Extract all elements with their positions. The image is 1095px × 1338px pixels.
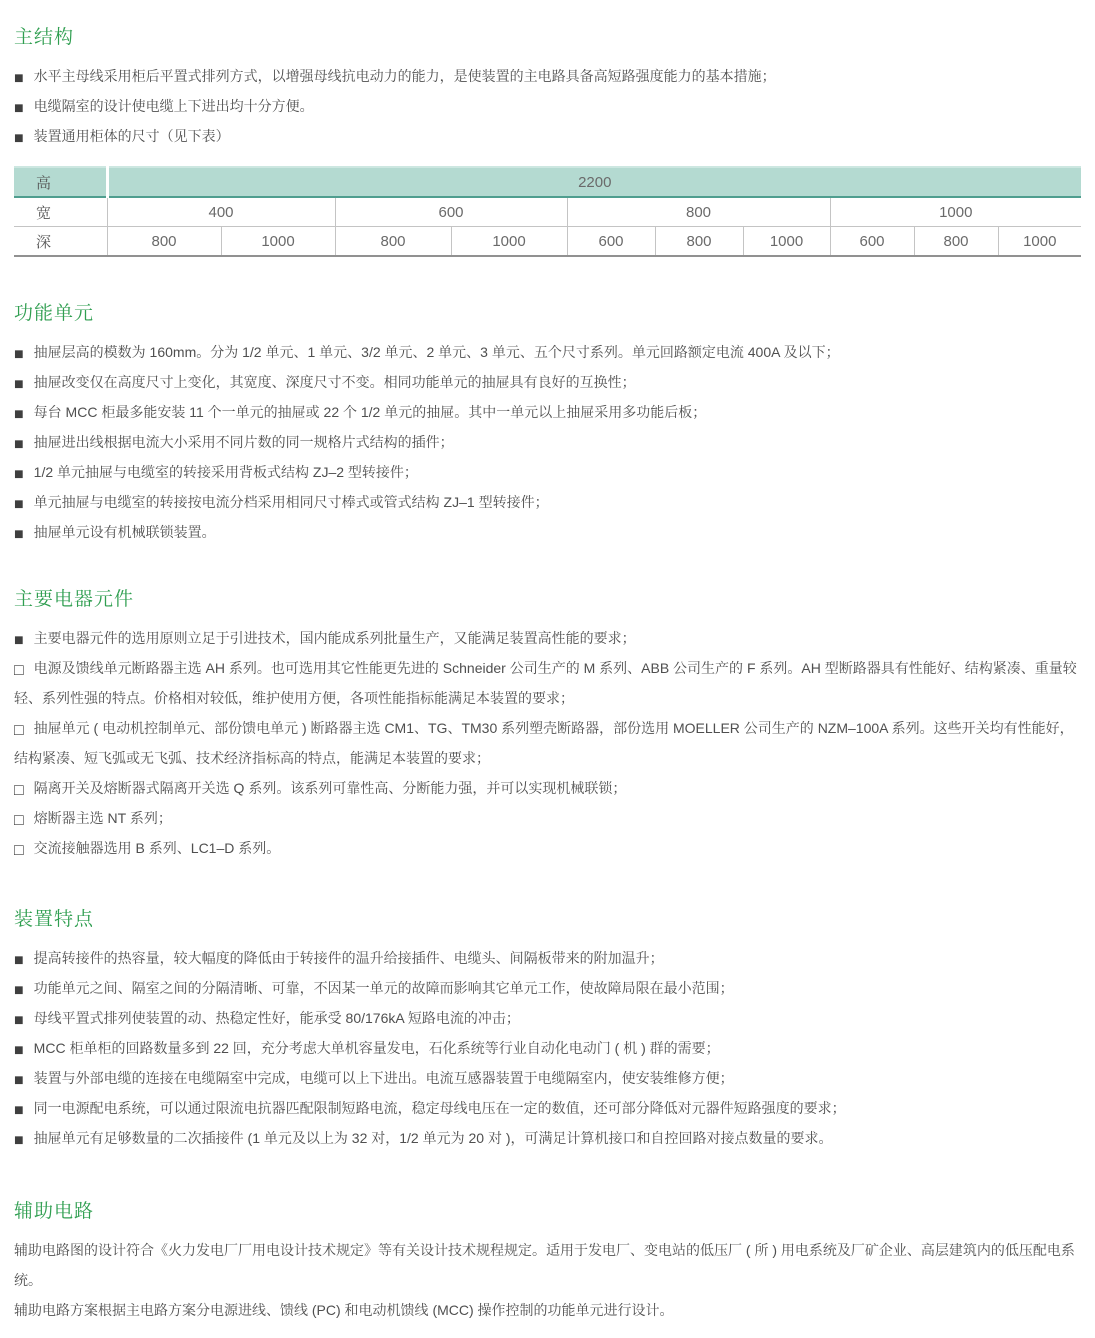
bullet-square-icon: ■ <box>14 466 24 483</box>
bullet-item <box>14 367 1081 397</box>
bullet-square-icon: ■ <box>14 496 24 513</box>
bullet-text: 电缆隔室的设计使电缆上下进出均十分方便。 <box>33 98 314 114</box>
bullet-square-icon: ■ <box>14 436 24 453</box>
bullet-text: 装置通用柜体的尺寸（见下表） <box>33 128 230 144</box>
bullet-square-icon: ■ <box>14 100 24 117</box>
section-heading-main-components: 主要电器元件 <box>14 589 135 610</box>
bullet-text: 功能单元之间、隔室之间的分隔清晰、可靠，不因某一单元的故障而影响其它单元工作，使故障局限在最小范围； <box>33 980 734 996</box>
depth-value-cell: 1000 <box>221 227 335 257</box>
bullet-item <box>14 91 1081 121</box>
section-main-structure <box>14 25 1081 257</box>
bullet-text: 交流接触器选用 B 系列、LC1–D 系列。 <box>33 840 281 856</box>
bullet-text: 抽屉进出线根据电流大小采用不同片数的同一规格片式结构的插件； <box>33 434 454 450</box>
section-device-features <box>14 907 1081 1153</box>
bullet-text: 抽屉单元设有机械联锁装置。 <box>33 524 216 540</box>
bullet-square-icon: ■ <box>14 526 24 543</box>
depth-value-cell: 600 <box>830 227 914 257</box>
bullet-square-icon: ■ <box>14 632 24 649</box>
bullet-square-icon: ■ <box>14 406 24 423</box>
bullet-item <box>14 973 1081 1003</box>
bullet-square-icon: ■ <box>14 1042 24 1059</box>
bullet-item <box>14 623 1081 653</box>
width-value-cell: 600 <box>335 197 567 227</box>
bullet-item <box>14 653 1081 713</box>
row-label-width: 宽 <box>14 197 107 227</box>
row-label-height: 高 <box>14 167 107 197</box>
bullet-text: 隔离开关及熔断器式隔离开关选 Q 系列。该系列可靠性高、分断能力强，并可以实现机械联锁； <box>33 780 627 796</box>
paragraph: 辅助电路图的设计符合《火力发电厂厂用电设计技术规定》等有关设计技术规程规定。适用于发电厂、变电站的低压厂 ( 所 ) 用电系统及厂矿企业、高层建筑内的低压配电系统。 <box>14 1242 1075 1288</box>
table-row-depth <box>14 227 1081 257</box>
table-row-height <box>14 167 1081 197</box>
bullet-text: 水平主母线采用柜后平置式排列方式，以增强母线抗电动力的能力，是使装置的主电路具备高短路强度能力的基本措施； <box>33 68 776 84</box>
depth-value-cell: 800 <box>335 227 451 257</box>
bullet-square-icon: ■ <box>14 1072 24 1089</box>
width-value-cell: 800 <box>567 197 830 227</box>
section-heading-main-structure: 主结构 <box>14 27 75 48</box>
section-heading-device-features: 装置特点 <box>14 909 95 930</box>
bullet-text: 母线平置式排列使装置的动、热稳定性好，能承受 80/176kA 短路电流的冲击； <box>33 1010 520 1026</box>
bullet-text: 抽屉单元有足够数量的二次插接件 (1 单元及以上为 32 对，1/2 单元为 20 对 )，可满足计算机接口和自控回路对接点数量的要求。 <box>33 1130 833 1146</box>
bullet-square-icon: ■ <box>14 1102 24 1119</box>
bullet-text: 提高转接件的热容量，较大幅度的降低由于转接件的温升给接插件、电缆头、间隔板带来的附加温升； <box>33 950 664 966</box>
depth-value-cell: 1000 <box>743 227 830 257</box>
width-value-cell: 400 <box>107 197 335 227</box>
bullet-text: 抽屉改变仅在高度尺寸上变化，其宽度、深度尺寸不变。相同功能单元的抽屉具有良好的互换性； <box>33 374 636 390</box>
bullet-item <box>14 1003 1081 1033</box>
bullet-square-icon: ■ <box>14 130 24 147</box>
bullet-square-icon: ■ <box>14 346 24 363</box>
row-label-depth: 深 <box>14 227 107 257</box>
bullet-square-icon: □ <box>14 812 24 829</box>
paragraph: 辅助电路方案根据主电路方案分电源进线、馈线 (PC) 和电动机馈线 (MCC) 操作控制的功能单元进行设计。 <box>14 1302 674 1318</box>
section-heading-function-units: 功能单元 <box>14 303 95 324</box>
width-value-cell: 1000 <box>830 197 1081 227</box>
bullet-square-icon: □ <box>14 782 24 799</box>
section-auxiliary-circuit <box>14 1199 1081 1325</box>
section-main-components <box>14 587 1081 863</box>
height-value-cell: 2200 <box>107 167 1081 197</box>
depth-value-cell: 800 <box>914 227 998 257</box>
bullet-square-icon: ■ <box>14 1132 24 1149</box>
bullet-square-icon: ■ <box>14 952 24 969</box>
bullet-square-icon: □ <box>14 662 24 679</box>
section-function-units <box>14 301 1081 547</box>
bullet-item <box>14 517 1081 547</box>
bullet-item <box>14 713 1081 773</box>
bullet-item <box>14 397 1081 427</box>
bullet-item <box>14 803 1081 833</box>
bullet-square-icon: ■ <box>14 70 24 87</box>
bullet-item <box>14 1063 1081 1093</box>
bullet-item <box>14 943 1081 973</box>
bullet-square-icon: ■ <box>14 376 24 393</box>
bullet-item <box>14 337 1081 367</box>
depth-value-cell: 1000 <box>998 227 1081 257</box>
bullet-text: 抽屉层高的模数为 160mm。分为 1/2 单元、1 单元、3/2 单元、2 单元、3 单元、五个尺寸系列。单元回路额定电流 400A 及以下； <box>33 344 840 360</box>
bullet-item <box>14 833 1081 863</box>
bullet-item <box>14 427 1081 457</box>
bullet-text: 电源及馈线单元断路器主选 AH 系列。也可选用其它性能更先进的 Schneider 公司生产的 M 系列、ABB 公司生产的 F 系列。AH 型断路器具有性能好、结构紧凑、重量较轻、系列性强的特点。价格相对较低，维护使用方便，各项性能指标能满足本装置的要求； <box>14 660 1077 706</box>
depth-value-cell: 600 <box>567 227 655 257</box>
bullet-text: 单元抽屉与电缆室的转接按电流分档采用相同尺寸棒式或管式结构 ZJ–1 型转接件； <box>33 494 549 510</box>
bullet-text: 抽屉单元 ( 电动机控制单元、部份馈电单元 ) 断路器主选 CM1、TG、TM30 系列塑壳断路器，部份选用 MOELLER 公司生产的 NZM–100A 系列。这些开关均有性能好，结构紧凑、短飞弧或无飞弧、技术经济指标高的特点，能满足本装置的要求； <box>14 720 1074 766</box>
depth-value-cell: 1000 <box>451 227 567 257</box>
bullet-item <box>14 1093 1081 1123</box>
bullet-square-icon: □ <box>14 722 24 739</box>
bullet-square-icon: ■ <box>14 1012 24 1029</box>
table-row-width <box>14 197 1081 227</box>
bullet-item <box>14 457 1081 487</box>
bullet-square-icon: □ <box>14 842 24 859</box>
bullet-item <box>14 773 1081 803</box>
bullet-item <box>14 487 1081 517</box>
depth-value-cell: 800 <box>655 227 743 257</box>
bullet-text: 1/2 单元抽屉与电缆室的转接采用背板式结构 ZJ–2 型转接件； <box>33 464 418 480</box>
bullet-text: MCC 柜单柜的回路数量多到 22 回，充分考虑大单机容量发电，石化系统等行业自动化电动门 ( 机 ) 群的需要； <box>33 1040 720 1056</box>
bullet-text: 每台 MCC 柜最多能安装 11 个一单元的抽屉或 22 个 1/2 单元的抽屉。其中一单元以上抽屉采用多功能后板； <box>33 404 707 420</box>
bullet-item <box>14 121 1081 151</box>
bullet-item <box>14 1123 1081 1153</box>
cabinet-dimensions-table <box>14 166 1081 257</box>
bullet-item <box>14 61 1081 91</box>
bullet-item <box>14 1033 1081 1063</box>
bullet-text: 主要电器元件的选用原则立足于引进技术，国内能成系列批量生产，又能满足装置高性能的要求； <box>33 630 636 646</box>
bullet-text: 装置与外部电缆的连接在电缆隔室中完成，电缆可以上下进出。电流互感器装置于电缆隔室内，使安装维修方便； <box>33 1070 734 1086</box>
bullet-text: 同一电源配电系统，可以通过限流电抗器匹配限制短路电流，稳定母线电压在一定的数值，还可部分降低对元器件短路强度的要求； <box>33 1100 846 1116</box>
bullet-square-icon: ■ <box>14 982 24 999</box>
depth-value-cell: 800 <box>107 227 221 257</box>
bullet-text: 熔断器主选 NT 系列； <box>33 810 172 826</box>
section-heading-auxiliary-circuit: 辅助电路 <box>14 1201 95 1222</box>
